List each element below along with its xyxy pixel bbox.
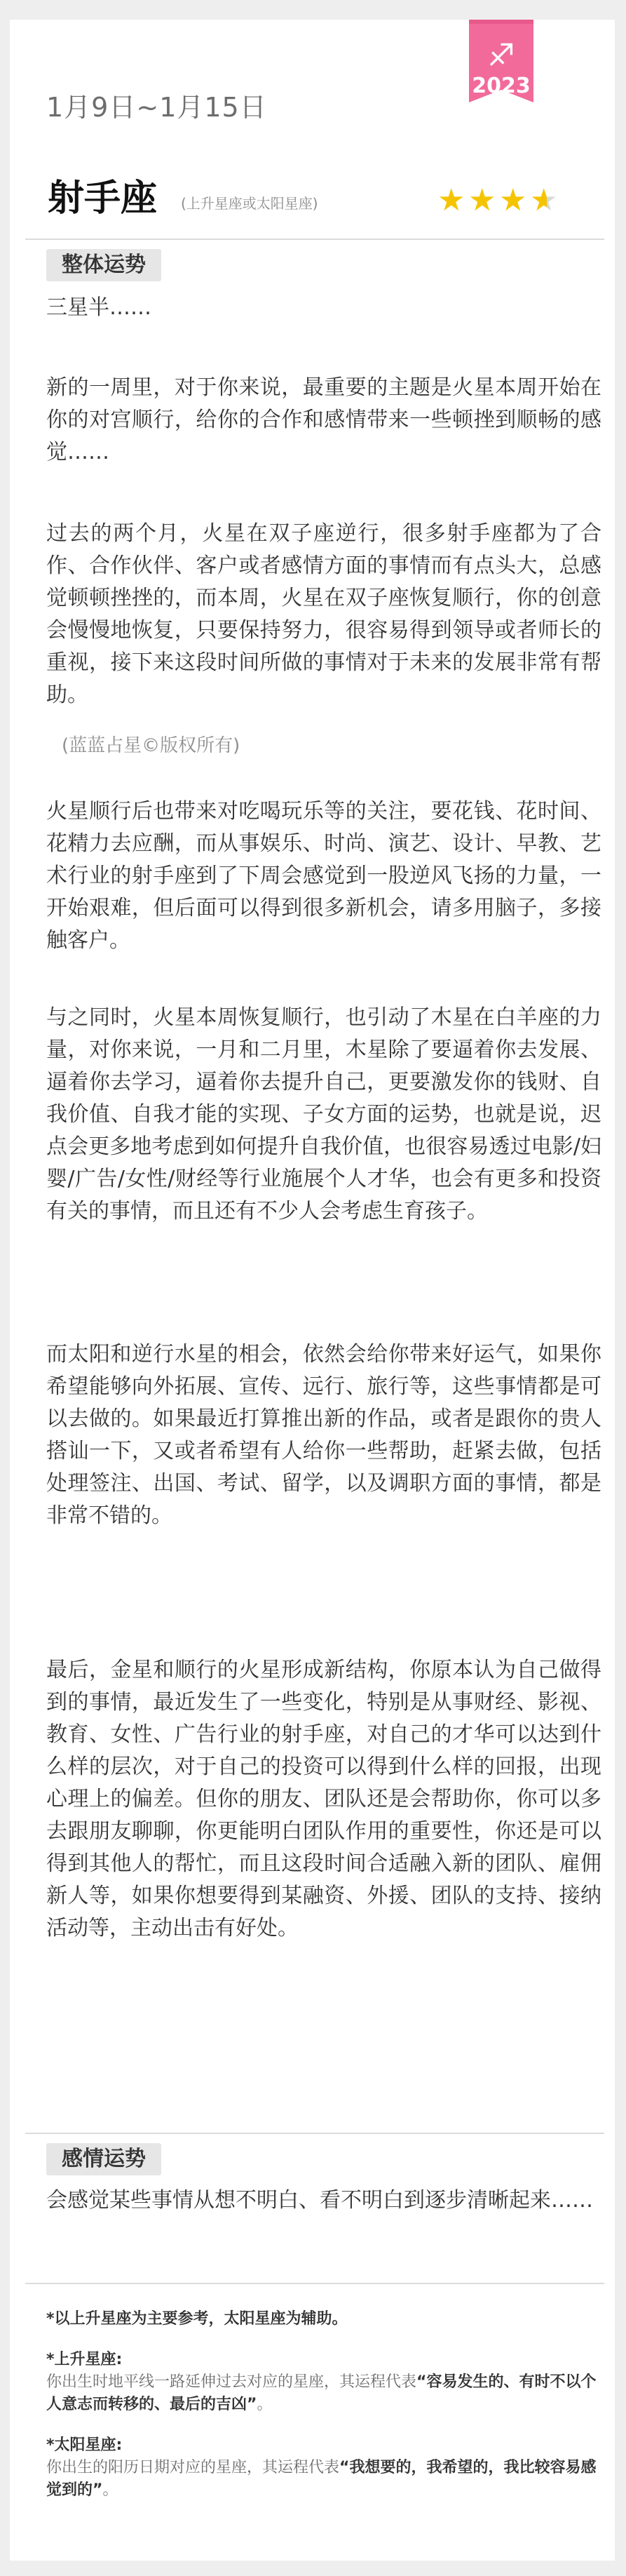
section-divider xyxy=(25,2133,604,2134)
footnotes xyxy=(46,2308,607,2502)
sign-ribbon xyxy=(469,20,533,102)
overall-paragraph: 新的一周里，对于你来说，最重要的主题是火星本周开始在你的对宫顺行，给你的合作和感情带来一些顿挫到顺畅的感觉…… xyxy=(46,375,601,464)
sun-title: *太阳星座: xyxy=(46,2436,123,2454)
notes-divider xyxy=(25,2283,604,2284)
horoscope-card xyxy=(10,20,615,2561)
overall-tag: 整体运势 xyxy=(46,249,161,281)
rising-title: *上升星座: xyxy=(46,2351,123,2368)
star-icon: ★ xyxy=(499,182,527,218)
sagittarius-icon: ♐ xyxy=(487,38,515,74)
overall-paragraph: 火星顺行后也带来对吃喝玩乐等的关注，要花钱、花时间、花精力去应酬，而从事娱乐、时尚、演艺、设计、早教、艺术行业的射手座到了下周会感觉到一股逆风飞扬的力量，一开始艰难，但后面可以得到很多新机会，请多用脑子，多接触客户。 xyxy=(46,799,601,953)
love-paragraph: 会感觉某些事情从想不明白、看不明白到逐步清晰起来…… xyxy=(46,2188,593,2213)
header-divider xyxy=(25,239,604,240)
star-icon: ★ xyxy=(437,182,465,218)
sign-subtitle: (上升星座或太阳星座) xyxy=(181,195,318,212)
star-icon: ★ xyxy=(468,182,496,218)
overall-paragraph: 而太阳和逆行水星的相会，依然会给你带来好运气，如果你希望能够向外拓展、宣传、远行、旅行等，这些事情都是可以去做的。如果最近打算推出新的作品，或者是跟你的贵人搭讪一下，又或者希望有人给你一些帮助，赶紧去做，包括处理签注、出国、考试、留学，以及调职方面的事情，都是非常不错的。 xyxy=(46,1342,601,1528)
half-star-icon: ★ xyxy=(530,185,561,216)
rating-stars xyxy=(437,182,561,218)
overall-paragraph: 过去的两个月，火星在双子座逆行，很多射手座都为了合作、合作伙伴、客户或者感情方面的事情而有点头大，总感觉顿顿挫挫的，而本周，火星在双子座恢复顺行，你的创意会慢慢地恢复，只要保持努力，很容易得到领导或者师长的重视，接下来这段时间所做的事情对于未来的发展非常有帮助。 xyxy=(46,521,601,707)
overall-paragraph: 三星半…… xyxy=(46,295,151,320)
date-range: 1月9日~1月15日 xyxy=(46,92,267,123)
sun-body: 你出生的阳历日期对应的星座，其运程代表“我想要的，我希望的，我比较容易感觉到的”。 xyxy=(46,2459,597,2499)
overall-paragraph: 最后，金星和顺行的火星形成新结构，你原本认为自己做得到的事情，最近发生了一些变化，特别是从事财经、影视、教育、女性、广告行业的射手座，对自己的才华可以达到什么样的层次，对于自己的投资可以得到什么样的回报，出现心理上的偏差。但你的朋友、团队还是会帮助你，你可以多去跟朋友聊聊，你更能明白团队作用的重要性，你还是可以得到其他人的帮忙，而且这段时间合适融入新的团队、雇佣新人等，如果你想要得到某融资、外援、团队的支持、接纳活动等，主动出击有好处。 xyxy=(46,1658,601,1940)
year-label: 2023 xyxy=(472,74,531,98)
rising-body: 你出生时地平线一路延伸过去对应的星座，其运程代表“容易发生的、有时不以个人意志而转移的、最后的吉凶”。 xyxy=(46,2373,597,2413)
overall-paragraph: 与之同时，火星本周恢复顺行，也引动了木星在白羊座的力量，对你来说，一月和二月里，木星除了要逼着你去发展、逼着你去学习，逼着你去提升自己，更要激发你的钱财、自我价值、自我才能的实现、子女方面的运势，也就是说，迟点会更多地考虑到如何提升自我价值，也很容易透过电影/妇婴/广告/女性/财经等行业施展个人才华，也会有更多和投资有关的事情，而且还有不少人会考虑生育孩子。 xyxy=(46,1005,601,1223)
sign-title: 射手座 xyxy=(48,177,158,220)
love-tag: 感情运势 xyxy=(46,2143,161,2175)
notes-intro: *以上升星座为主要参考，太阳星座为辅助。 xyxy=(46,2310,348,2328)
copyright-note: (蓝蓝占星©版权所有) xyxy=(62,735,240,756)
